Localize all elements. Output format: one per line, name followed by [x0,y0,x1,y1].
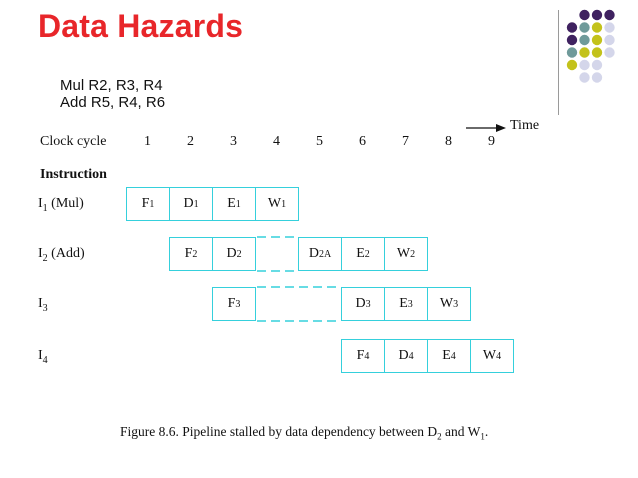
stage-cell-d4: D 4 [384,339,428,373]
stage-cell-e4: E 4 [427,339,471,373]
cycle-number-1: 1 [144,134,151,149]
decorative-dot [567,22,577,32]
decorative-dot [592,35,602,45]
stage-cell-d1: D 1 [169,187,213,221]
decorative-divider [558,10,559,115]
stage-cell-d2a: D 2A [298,237,342,271]
row-label-i4: $I_4$ [38,348,48,366]
decorative-dot [579,10,589,20]
time-arrow-icon [466,122,506,134]
code-line-add: Add R5, R4, R6 [60,94,166,111]
stall-bubble-2 [257,286,339,322]
code-line-mul: Mul R2, R3, R4 [60,77,163,94]
stage-cell-w4: W 4 [470,339,514,373]
stage-cell-e3: E 3 [384,287,428,321]
cycle-number-9: 9 [488,134,495,149]
slide-title: Data Hazards [38,8,244,44]
decorative-dot [592,47,602,57]
stage-cell-e2: E 2 [341,237,385,271]
decorative-dot [604,10,614,20]
time-label: Time [510,118,540,133]
row-label-i3: $I_3$ [38,296,48,314]
decorative-dot [604,22,614,32]
decorative-dot [592,60,602,70]
stage-cell-f3: F 3 [212,287,256,321]
decorative-dot [579,35,589,45]
cycle-number-2: 2 [187,134,194,149]
decorative-dot [567,35,577,45]
decorative-dot [592,72,602,82]
decorative-dot [592,22,602,32]
stage-cell-f4: F 4 [341,339,385,373]
decorative-dot [604,35,614,45]
stage-cell-d3: D 3 [341,287,385,321]
stage-cell-f2: F 2 [169,237,213,271]
stage-cell-d2: D 2 [212,237,256,271]
cycle-number-4: 4 [273,134,280,149]
decorative-dot [579,47,589,57]
stage-cell-e1: E 1 [212,187,256,221]
decorative-dot [579,60,589,70]
cycle-number-7: 7 [402,134,409,149]
stage-cell-f1: F 1 [126,187,170,221]
instruction-header: Instruction [40,167,107,182]
figure-caption: Figure 8.6. Pipeline stalled by data dependency between $D_2$ and $W_1$. [120,424,489,442]
stage-cell-w3: W 3 [427,287,471,321]
stall-bubble-1 [257,236,296,272]
decorative-dot [579,72,589,82]
decorative-dot [604,47,614,57]
stage-cell-w1: W 1 [255,187,299,221]
cycle-number-6: 6 [359,134,366,149]
stage-cell-w2: W 2 [384,237,428,271]
row-label-i1: $I_1$ (Mul) [38,196,84,214]
cycle-number-3: 3 [230,134,237,149]
cycle-number-5: 5 [316,134,323,149]
decorative-dot [592,10,602,20]
decorative-dot [567,47,577,57]
clock-cycle-label: Clock cycle [40,134,107,149]
cycle-number-8: 8 [445,134,452,149]
decorative-dot [567,60,577,70]
decorative-dot [579,22,589,32]
row-label-i2: $I_2$ (Add) [38,246,85,264]
